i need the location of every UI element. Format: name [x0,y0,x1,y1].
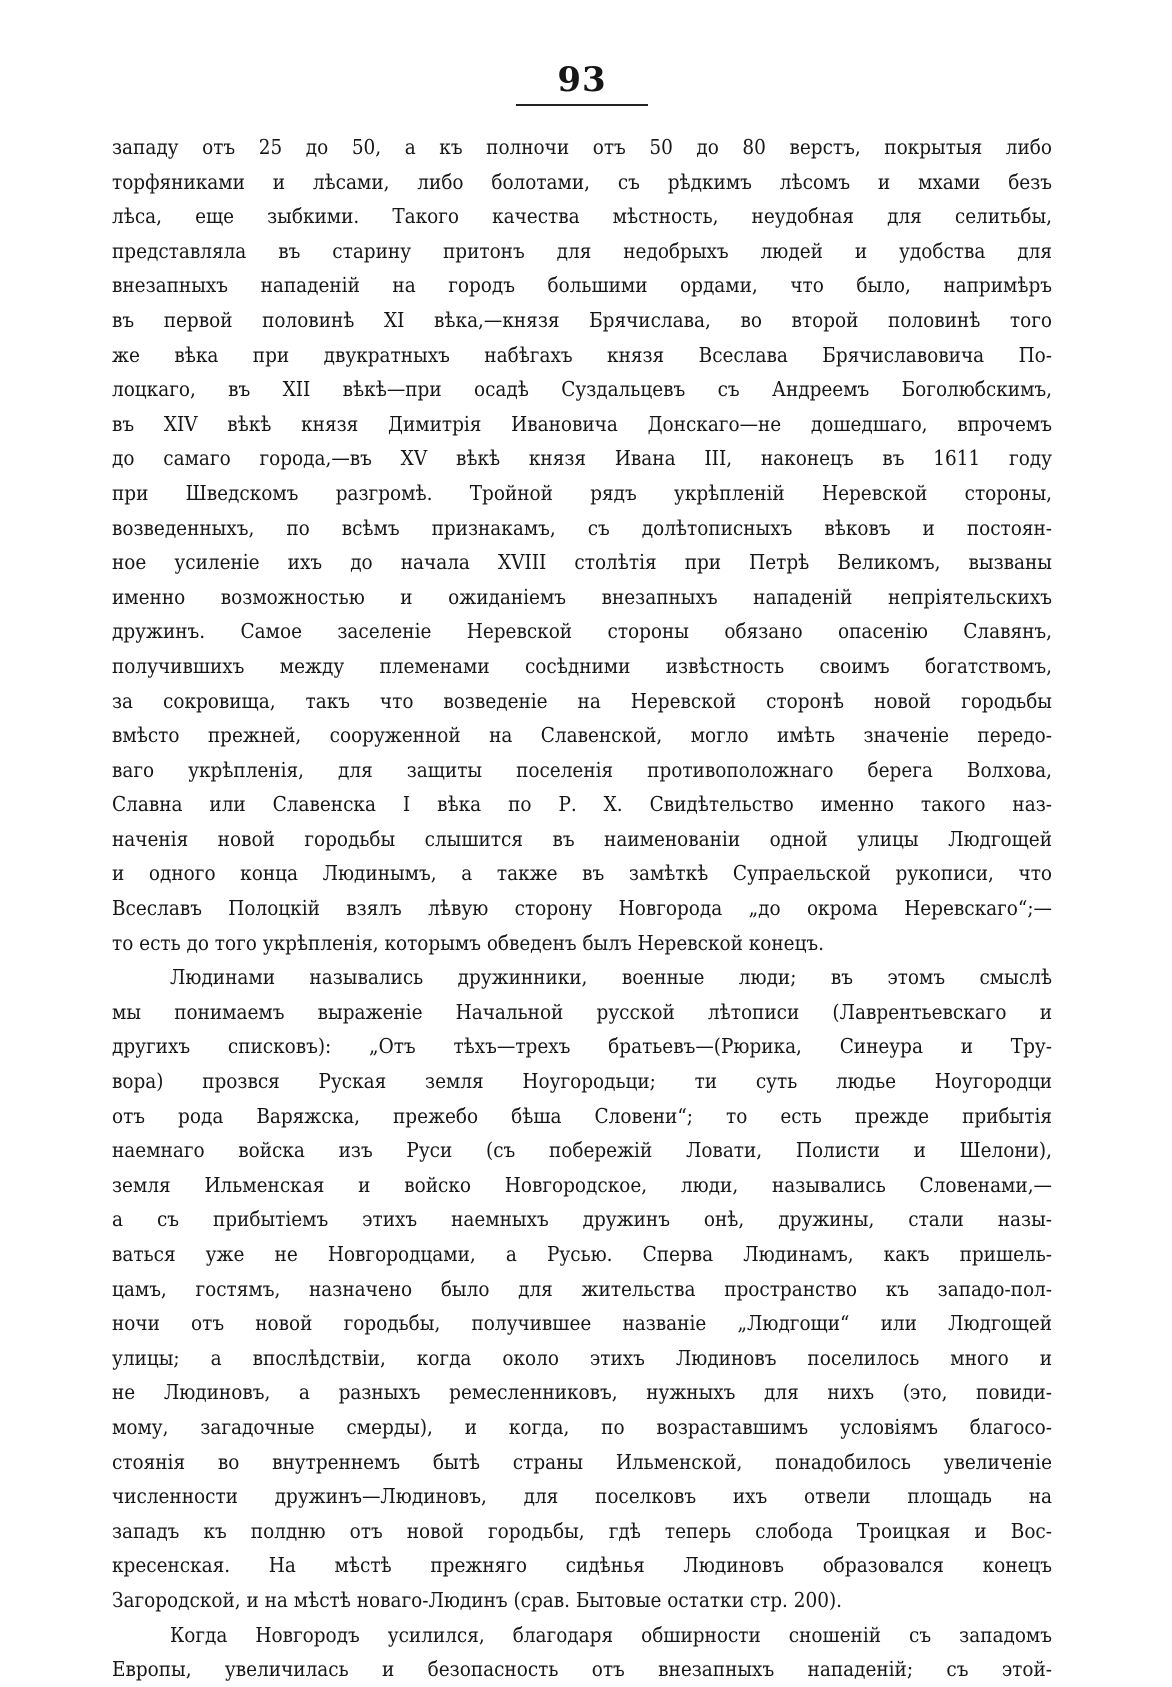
text-line: вора) прозвся Руская земля Ноугородьци; ти суть людье Ноугородци [112,1069,1052,1094]
text-line: получившихъ между племенами сосѣдними извѣстность своимъ богатствомъ, [112,653,1052,678]
text-line: улицы; а впослѣдствіи, когда около этихъ Людиновъ поселилось много и [112,1345,1052,1370]
book-page [112,60,1052,1682]
text-line: ное усиленіе ихъ до начала XVIII столѣтія при Петрѣ Великомъ, вызваны [112,550,1052,575]
text-line: торфяниками и лѣсами, либо болотами, съ рѣдкимъ лѣсомъ и мхами безъ [112,169,1052,194]
text-line: численности дружинъ—Людиновъ, для поселковъ ихъ отвели площадь на [112,1484,1052,1509]
text-line: не Людиновъ, а разныхъ ремесленниковъ, нужныхъ для нихъ (это, повиди- [112,1380,1052,1405]
paragraph-end-line: Загородской, и на мѣстѣ новаго-Людинъ (срав. Бытовые остатки стр. 200). [112,1587,843,1612]
text-line: Европы, увеличилась и безопасность отъ внезапныхъ нападеній; съ этой- [112,1657,1052,1682]
text-line: другихъ списковъ): „Отъ тѣхъ—трехъ братьевъ—(Рюрика, Синеура и Тру- [112,1034,1052,1059]
paragraph-end-line: то есть до того укрѣпленія, которымъ обведенъ былъ Неревской конецъ. [112,930,825,955]
body-text [112,130,1052,1687]
text-line: Всеславъ Полоцкій взялъ лѣвую сторону Новгорода „до окрома Неревскаго“;— [112,896,1052,921]
text-line: Славна или Славенска I вѣка по Р. X. Свидѣтельство именно такого наз- [112,792,1052,817]
text-line: наченія новой городьбы слышится въ наименованіи одной улицы Людгощей [112,826,1052,851]
text-line: западу отъ 25 до 50, а къ полночи отъ 50 до 80 верстъ, покрытыя либо [112,135,1052,159]
text-line: внезапныхъ нападеній на городъ большими ордами, что было, напримѣръ [112,273,1052,298]
page-number: 93 [557,60,607,100]
text-line: до самаго города,—въ XV вѣкѣ князя Ивана III, наконецъ въ 1611 году [112,446,1052,471]
text-line: и одного конца Людинымъ, а также въ замѣткѣ Супраельской рукописи, что [112,861,1052,886]
page-number-rule [516,104,648,106]
text-line: кресенская. На мѣстѣ прежняго сидѣнья Людиновъ образовался конецъ [112,1553,1052,1578]
text-line: мы понимаемъ выраженіе Начальной русской лѣтописи (Лаврентьевскаго и [112,999,1052,1024]
text-line: ночи отъ новой городьбы, получившее названіе „Людгощи“ или Людгощей [112,1311,1052,1336]
text-line: вмѣсто прежней, сооруженной на Славенской, могло имѣть значеніе передо- [112,723,1052,748]
text-line: западъ къ полдню отъ новой городьбы, гдѣ теперь слобода Троицкая и Вос- [112,1518,1052,1543]
paragraph-start-line: Людинами назывались дружинники, военные люди; въ этомъ смыслѣ [170,965,1052,990]
text-line: въ первой половинѣ XI вѣка,—князя Брячислава, во второй половинѣ того [112,307,1052,332]
text-line: отъ рода Варяжска, прежебо бѣша Словени“; то есть прежде прибытія [112,1103,1052,1128]
text-line: мому, загадочные смерды), и когда, по возраставшимъ условіямъ благосо- [112,1414,1052,1439]
text-line: именно возможностью и ожиданіемъ внезапныхъ нападеній непріятельскихъ [112,584,1052,609]
paragraph-start-line: Когда Новгородъ усилился, благодаря обширности сношеній съ западомъ [170,1622,1052,1647]
text-line: же вѣка при двукратныхъ набѣгахъ князя Всеслава Брячиславовича По- [112,342,1052,367]
text-line: земля Ильменская и войско Новгородское, люди, назывались Словенами,— [112,1172,1052,1197]
text-line: ваться уже не Новгородцами, а Русью. Сперва Людинамъ, какъ пришель- [112,1242,1052,1266]
text-line: лоцкаго, въ XII вѣкѣ—при осадѣ Суздальцевъ съ Андреемъ Боголюбскимъ, [112,377,1052,402]
text-line: цамъ, гостямъ, назначено было для жительства пространство къ западо-пол- [112,1276,1052,1301]
text-line: ваго укрѣпленія, для защиты поселенія противоположнаго берега Волхова, [112,757,1052,782]
text-line: представляла въ старину притонъ для недобрыхъ людей и удобства для [112,238,1052,263]
text-line: наемнаго войска изъ Руси (съ побережій Ловати, Полисти и Шелони), [112,1138,1052,1163]
text-line: а съ прибытіемъ этихъ наемныхъ дружинъ онѣ, дружины, стали назы- [112,1207,1052,1232]
text-line: дружинъ. Самое заселеніе Неревской стороны обязано опасенію Славянъ, [112,619,1052,644]
text-line: возведенныхъ, по всѣмъ признакамъ, съ долѣтописныхъ вѣковъ и постоян- [112,515,1052,540]
text-line: за сокровища, такъ что возведеніе на Неревской сторонѣ новой городьбы [112,688,1052,713]
text-line: при Шведскомъ разгромѣ. Тройной рядъ укрѣпленій Неревской стороны, [112,480,1052,505]
text-line: стоянія во внутреннемъ бытѣ страны Ильменской, понадобилось увеличеніе [112,1449,1052,1474]
text-line: лѣса, еще зыбкими. Такого качества мѣстность, неудобная для селитьбы, [112,204,1052,229]
text-line: въ XIV вѣкѣ князя Димитрія Ивановича Донскаго—не дошедшаго, впрочемъ [112,411,1052,436]
